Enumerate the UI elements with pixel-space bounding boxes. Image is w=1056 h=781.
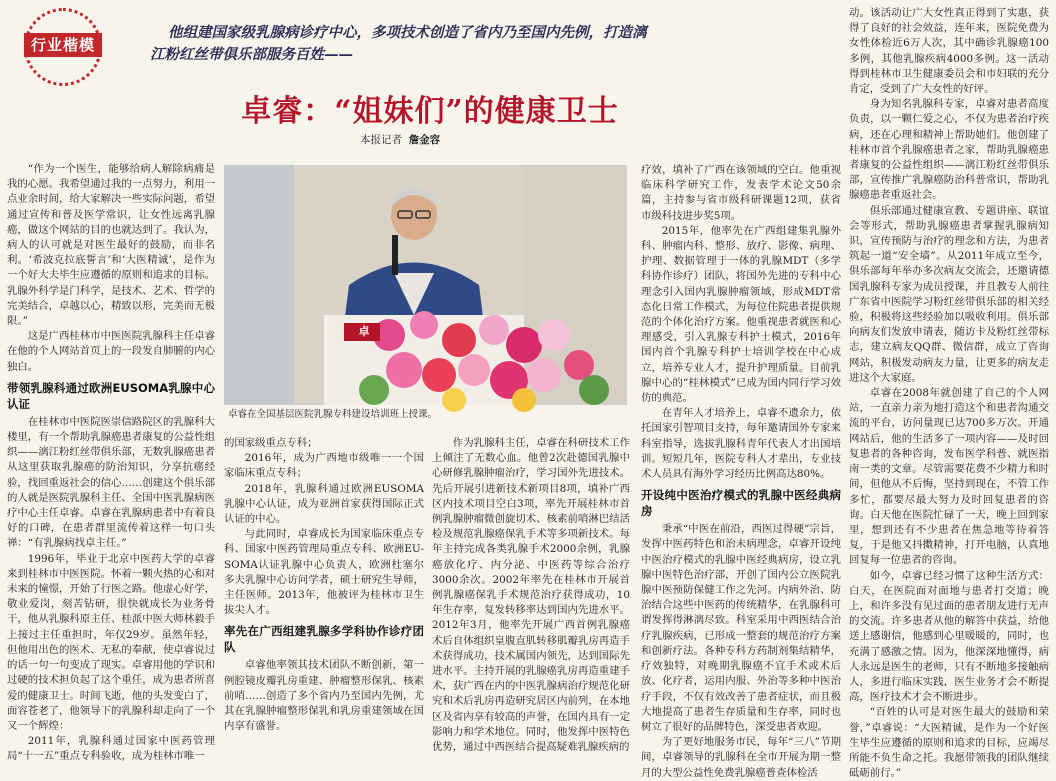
article-column-4 <box>641 163 841 779</box>
paragraph: 为了更好地服务市民，每年“三八”节期间，卓睿领导的乳腺科在全市开展为期一整月的大型公益性免费乳腺癌普查体检活 <box>641 736 841 779</box>
paragraph: 在青年人才培养上，卓睿不遗余力，依托国家引智项目支持，每年邀请国外专家来科室指导，选拔乳腺科青年代表人才出国培训。短短几年，医院专科人才辈出，专业技术人员具有海外学习经历比例高达80%。 <box>641 407 841 481</box>
paragraph: 如今，卓睿已经习惯了这种生活方式：白天，在医院面对面地与患者打交道；晚上，和许多没有见过面的患者朋友进行无声的交流。许多患者从他的解答中获益，给他送上感谢信，他感到心里暖暖的，同时，也充满了感激之情。因为，他深深地懂得，病人永远是医生的老师，只有不断地多接触病人，多进行临床实践，医生业务才会不断提高，医疗技术才会不断进步。 <box>849 569 1049 704</box>
paragraph: 秉承“中医在前沿，西医过得硬”宗旨，发挥中医药特色和治未病理念，卓睿开设纯中医治疗模式的乳腺中医经典病房，设立乳腺中医特色治疗部，开创了国内公立医院乳腺中医预防保健工作之先河。内病外治、防治结合这些中医药的传统精华，在乳腺科可谓发挥得淋漓尽致。科室采用中西医结合治疗乳腺疾病，已形成一整套的规范治疗方案和创新疗法。各种专科方药制剂集结精华，疗效独特，对晚期乳腺癌不宜手术或术后放、化疗者，运用内服、外治等多种中医治疗手段，不仅有效改善了患者症状，而且极大地提高了患者生存质量和生存率，同时也树立了很好的品牌特色，深受患者欢迎。 <box>641 523 841 733</box>
paragraph: 俱乐部通过健康宣教、专题讲座、联谊会等形式，帮助乳腺癌患者掌握乳腺病知识，宣传预防与治疗的理念和方法，为患者筑起一道“安全墙”。从2011年成立至今，俱乐部每年举办多次病友交流会，还邀请德国乳腺科专家为成员授课，并且教专人前往广东省中医院学习粉红丝带俱乐部的相关经验，积极将这些经验加以吸收利用。俱乐部向病友们发放申请表，随访卡及粉红丝带标志，建立病友QQ群、微信群，成立了咨询网站，积极发动病友力量，让更多的病友走进这个大家庭。 <box>849 204 1049 384</box>
subheading: 率先在广西组建乳腺多学科协作诊疗团队 <box>224 624 424 655</box>
byline <box>360 132 440 147</box>
paragraph: 动。该活动让广大女性真正得到了实惠，获得了良好的社会效益，连年来，医院免费为女性体检近6万人次，其中确诊乳腺癌100多例，其他乳腺疾病4000多例。这一活动得到桂林市卫生健康委员会和市妇联的充分肯定，受到了广大女性的好评。 <box>849 7 1049 96</box>
article-column-1 <box>7 162 215 763</box>
paragraph: “百姓的认可是对医生最大的鼓励和荣誉，”卓睿说：“大医精诚，是作为一个好医生毕生应遵循的原则和追求的目标，应竭尽所能不负生命之托。我愿带领我的团队继续砥砺前行。” <box>849 706 1049 780</box>
paragraph: “作为一个医生，能够给病人解除病痛是我的心愿。我希望通过我的一点努力，利用一点业余时间，给大家解决一些实际问题，希望通过宣传和普及医学常识，让女性远离乳腺癌，做这个网站的目的也就达到了。我认为，病人的认可就是对医生最好的鼓励，而非名利。‘希波克拉底誓言’和‘大医精诚’，是作为一个好大夫毕生应遵循的原则和追求的目标。乳腺外科学是门科学，是技术、艺术、哲学的完美结合，卓越以心，精致以形，完美而无极限。” <box>7 163 215 328</box>
article-photo <box>224 165 627 405</box>
podium-sign: 卓 <box>358 325 370 338</box>
paragraph: 在桂林市中医院医崇信路院区的乳腺科大楼里，有一个帮助乳腺癌患者康复的公益性组织——漓江粉红丝带俱乐部，无数乳腺癌患者从这里获取乳腺癌的防治知识，分享抗癌经验，找回重返社会的信心……创建这个俱乐部的人就是医院乳腺科主任、全国中医乳腺病医疗中心主任卓睿。卓睿在乳腺病患者中有着良好的口碑，在患者群里流传着这样一句口头禅：“有乳腺病找卓主任。” <box>7 415 215 550</box>
paragraph: 2015年，他率先在广西组建集乳腺外科、肿瘤内科、整形、放疗、影像、病理、护理、数据管理于一体的乳腺MDT（多学科协作诊疗）团队，将国外先进的专科中心理念引入国内乳腺肿瘤领域，形成MDT常态化日常工作模式，为每位住院患者提供规范的个体化治疗方案。他重视患者就医和心理感受，引入乳腺专科护士模式，2016年国内首个乳腺专科护士培训学校在中心成立，培养专业人才，提升护理质量。目前乳腺中心的“桂林模式”已成为国内同行学习效仿的典范。 <box>641 224 841 405</box>
photo-caption: 卓睿在全国基层医院乳腺专科建设培训班上授课。 <box>228 409 438 420</box>
article-column-2 <box>224 436 424 733</box>
subheading: 带领乳腺科通过欧洲EUSOMA乳腺中心认证 <box>7 380 215 411</box>
paragraph: 2016年，成为广西地市级唯一一个国家临床重点专科； <box>224 452 424 480</box>
paragraph: 卓睿在2008年就创建了自己的个人网站，一直亲力亲为地打造这个和患者沟通交流的平台，访问量现已达700多万次。开通网站后，他的生活多了一项内容——及时回复患者的各种咨询，发布医学科普、就医指南一类的文章。尽管需要花费不少精力和时间，但他从不后悔，坚持到现在，不管工作多忙，都要尽最大努力及时回复患者的咨询。白天他在医院忙碌了一天，晚上回到家里，想到还有不少患者在焦急地等待着答复，于是他又抖擞精神，打开电脑，认真地回复每一位患者的咨询。 <box>849 387 1049 567</box>
article-column-5 <box>849 6 1049 780</box>
paragraph: 这是广西桂林市中医医院乳腺科主任卓睿在他的个人网站首页上的一段发自肺腑的内心独白。 <box>7 330 215 373</box>
paragraph: 的国家级重点专科； <box>224 437 318 449</box>
paragraph: 与此同时，卓睿成长为国家临床重点专科、国家中医药管理局重点专科、欧洲EU-SOMA认证乳腺中心负责人，欧洲杜塞尔多夫乳腺中心访问学者，硕士研究生导师，主任医师。2013年，他被评为桂林市卫生拔尖人才。 <box>224 528 424 617</box>
section-badge: 行业楷模 <box>24 33 102 57</box>
subheading: 开设纯中医治疗模式的乳腺中医经典病房 <box>641 488 841 519</box>
photo-illustration <box>224 165 627 405</box>
paragraph: 卓睿他率领其技术团队不断创新，第一例腔镜皮瓣乳房重建、肿瘤整形保乳、核素前哨……创造了多个省内乃至国内先例，尤其在乳腺肿瘤整形保乳和乳房重建领域在国内享有盛誉。 <box>224 659 424 733</box>
paragraph: 身为知名乳腺科专家，卓睿对患者高度负责，以一颗仁爱之心，不仅为患者治疗疾病，还在心理和精神上帮助她们。他创建了桂林市首个乳腺癌患者之家，帮助乳腺癌患者康复的公益性组织——漓江粉红丝带俱乐部，宣传推广乳腺癌防治科普常识，帮助乳腺癌患者重返社会。 <box>849 98 1049 202</box>
paragraph: 2011年，乳腺科通过国家中医药管理局“十一五”重点专科验收，成为桂林市唯一 <box>7 735 215 763</box>
headline: 卓睿：“姐妹们”的健康卫士 <box>241 94 619 129</box>
paragraph: 2018年，乳腺科通过欧洲EUSOMA乳腺中心认证，成为亚洲首家获得国际正式认证的中心。 <box>224 482 424 526</box>
byline-name: 詹金容 <box>408 134 441 146</box>
paragraph: 作为乳腺科主任，卓睿在科研技术工作上倾注了无数心血。他曾2次赴德国乳腺中心研修乳腺肿瘤治疗，学习国外先进技术。先后开展引进新技术新项目8项，填补广西区内技术项目空白3项，率先开展桂林市首例乳腺肿瘤微创旋切术、核素前哨淋巴结活检及规范乳腺癌保乳手术等多项新技术。每年主持完成各类乳腺手术2000余例，乳腺癌放化疗、内分泌、中医药等综合治疗3000余次。2002年率先在桂林市开展首例乳腺癌保乳手术规范治疗获得成功，10年生存率，复发转移率达到国内先进水平。2012年3月，他率先开展广西首例乳腺癌术后自体组织皇腹直肌转移肌瓣乳房再造手术获得成功，技术属国内领先，达到国际先进水平。主持开展的乳腺癌乳房再造重建手术，获广西在内的中医乳腺病治疗规范化研究和术后乳房再造研究居区内前列，在本地区及省内享有较高的声誉，在国内具有一定影响力和学术地位。同时，他发挥中医特色优势，通过中西医结合提高疑难乳腺疾病的 <box>432 437 630 754</box>
paragraph: 1996年，毕业于北京中医药大学的卓睿来到桂林市中医医院。怀着一颗火热的心和对未来的憧憬，开始了行医之路。他虚心好学，敬业爱岗，刻苦钻研，很快就成长为业务骨干，他从乳腺科原主任、桂派中医大师林毅手上接过主任重担时，年仅29岁。虽然年轻，但他用出色的医术、无私的奉献，使卓睿说过的话一句一句变成了现实。卓睿用他的学识和过硬的技术担负起了这个重任，成为患者所喜爱的健康卫士。时间飞逝，他的头发变白了，面容苍老了，他领导下的乳腺科却走向了一个又一个辉煌： <box>7 552 215 732</box>
paragraph: 疗效，填补了广西在该领域的空白。他重视临床科学研究工作，发表学术论文50余篇，主持参与省市级科研课题12项，获省市级科技进步奖5项。 <box>641 164 841 222</box>
article-column-3 <box>432 436 630 754</box>
kicker-line-2: 江粉红丝带俱乐部服务百姓—— <box>150 46 353 63</box>
kicker-line-1: 他组建国家级乳腺病诊疗中心，多项技术创造了省内乃至国内先例，打造漓 <box>168 24 647 41</box>
byline-role: 本报记者 <box>360 134 402 146</box>
